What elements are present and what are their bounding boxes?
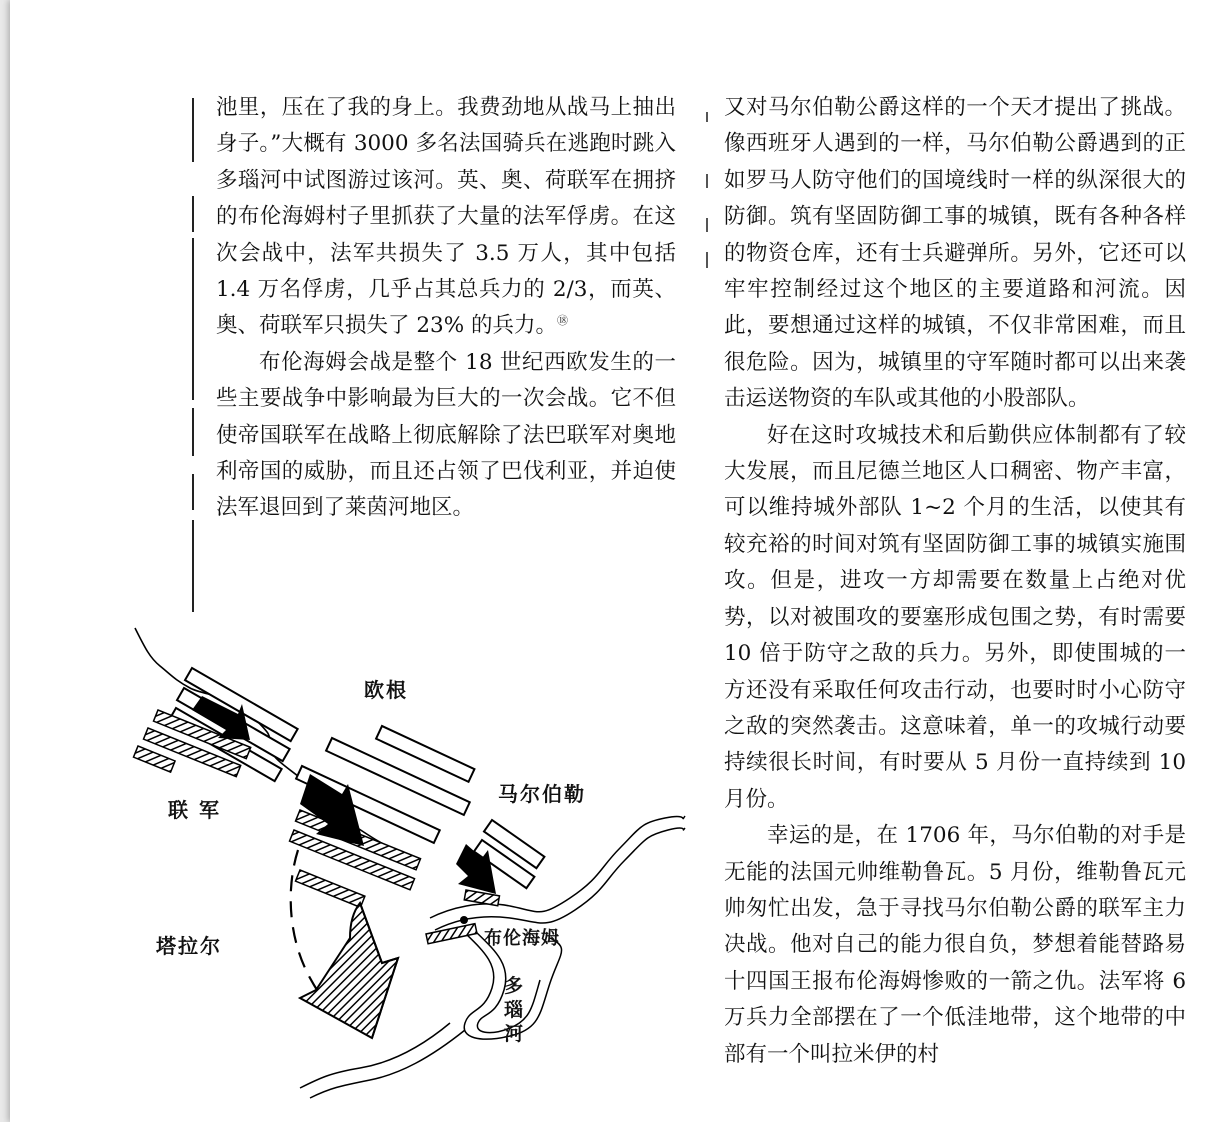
separator-mark	[706, 112, 708, 122]
label-tallard: 塔拉尔	[156, 934, 222, 958]
label-allied-army: 联 军	[168, 798, 221, 822]
label-blenheim: 布伦海姆	[484, 928, 560, 949]
book-page	[10, 0, 1227, 1122]
right-paragraph-2: 好在这时攻城技术和后勤供应体制都有了较大发展，而且尼德兰地区人口稠密、物产丰富，可以维持城外部队 1~2 个月的生活，以使其有较充裕的时间对筑有坚固防御工事的城镇实施围攻。但是，进攻一方却需要在数量上占绝对优势，以对被围攻的要塞形成包围之势，有时需要 10 倍于防守之敌的兵力。另外，即使围城的一方还没有采取任何攻击行动，也要时时小心防守之敌的突然袭击。这意味着，单一的攻城行动要持续很长时间，有时要从 5 月份一直持续到 10 月份。	[724, 422, 1186, 812]
left-paragraph-1	[216, 90, 676, 345]
change-bar	[192, 474, 194, 510]
paragraph-text: 池里，压在了我的身上。我费劲地从战马上抽出身子。”大概有 3000 多名法国骑兵在逃跑时跳入多瑙河中试图游过该河。英、奥、荷联军在拥挤的布伦海姆村子里抓获了大量的法军俘虏。在这次会战中，法军共损失了 3.5 万人，其中包括 1.4 万名俘虏，几乎占其总兵力的 2/3，而英、奥、荷联军只损失了 23% 的兵力。	[216, 95, 676, 339]
left-paragraph-2: 布伦海姆会战是整个 18 世纪西欧发生的一些主要战争中影响最为巨大的一次会战。它不但使帝国联军在战略上彻底解除了法巴联军对奥地利帝国的威胁，而且还占领了巴伐利亚，并迫使法军退回到了莱茵河地区。	[216, 349, 676, 521]
separator-mark	[706, 218, 708, 232]
label-eugen: 欧根	[364, 678, 408, 702]
change-bar	[192, 98, 194, 162]
change-bar	[192, 520, 194, 612]
danube-river	[310, 1030, 465, 1098]
blenheim-marker	[460, 916, 468, 924]
separator-mark	[706, 174, 708, 188]
battle-map-drawing	[120, 618, 700, 1108]
right-paragraph-3: 幸运的是，在 1706 年，马尔伯勒的对手是无能的法国元帅维勒鲁瓦。5 月份，维勒鲁瓦元帅匆忙出发，急于寻找马尔伯勒公爵的联军主力决战。他对自己的能力很自负，梦想着能替路易十四国王报布伦海姆惨败的一箭之仇。法军将 6 万兵力全部摆在了一个低洼地带，这个地带的中部有一个叫拉米伊的村	[724, 823, 1186, 1067]
right-text-column	[724, 90, 1186, 1073]
label-marlborough: 马尔伯勒	[498, 782, 586, 806]
separator-mark	[706, 252, 708, 268]
change-bar	[192, 196, 194, 232]
tallard-arrow	[300, 903, 398, 1038]
battle-map	[120, 618, 700, 1108]
left-text-column	[216, 90, 676, 527]
change-bar	[192, 408, 194, 456]
footnote-marker: ⑱	[556, 314, 568, 328]
change-bar	[192, 238, 194, 400]
right-paragraph-1: 又对马尔伯勒公爵这样的一个天才提出了挑战。像西班牙人遇到的一样，马尔伯勒公爵遇到的正如罗马人防守他们的国境线时一样的纵深很大的防御。筑有坚固防御工事的城镇，既有各种各样的物资仓库，还有士兵避弹所。另外，它还可以牢牢控制经过这个地区的主要道路和河流。因此，要想通过这样的城镇，不仅非常困难，而且很危险。因为，城镇里的守军随时都可以出来袭击运送物资的车队或其他的小股部队。	[724, 95, 1186, 412]
label-danube: 多瑙河	[504, 975, 524, 1045]
